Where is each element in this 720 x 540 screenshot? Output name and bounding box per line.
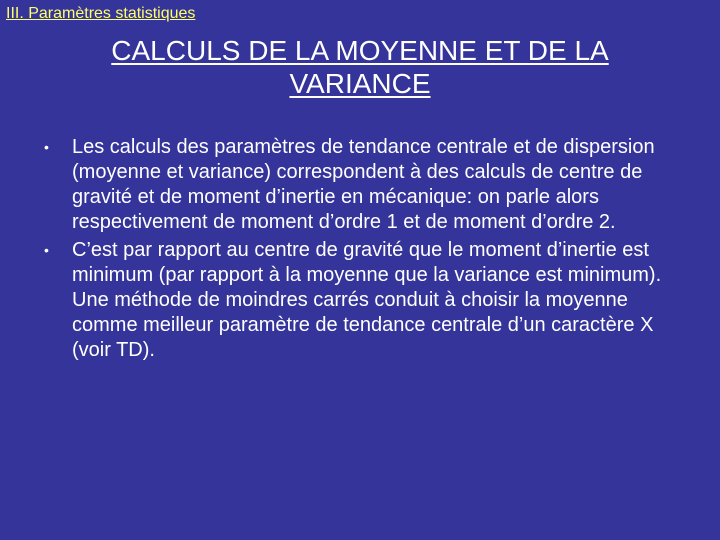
bullet-icon: •: [44, 139, 49, 155]
bullet-item: [28, 135, 668, 235]
bullet-text: Les calculs des paramètres de tendance centrale et de dispersion (moyenne et variance) correspondent à des calculs de centre de gravité et de moment d’inertie en mécanique: on parle alors respectivement de moment d’ordre 1 et de moment d’ordre 2.: [72, 136, 655, 233]
bullet-text: C’est par rapport au centre de gravité que le moment d’inertie est minimum (par rapport à la moyenne que la variance est minimum). Une méthode de moindres carrés conduit à choisir la moyenne comme meilleur paramètre de tendance centrale d’un caractère X (voir TD).: [72, 239, 662, 361]
bullet-list: [28, 135, 668, 366]
slide-title: CALCULS DE LA MOYENNE ET DE LA VARIANCE: [111, 35, 609, 99]
section-label[interactable]: III. Paramètres statistiques: [6, 5, 196, 22]
bullet-icon: •: [44, 242, 49, 258]
bullet-item: [28, 238, 668, 363]
